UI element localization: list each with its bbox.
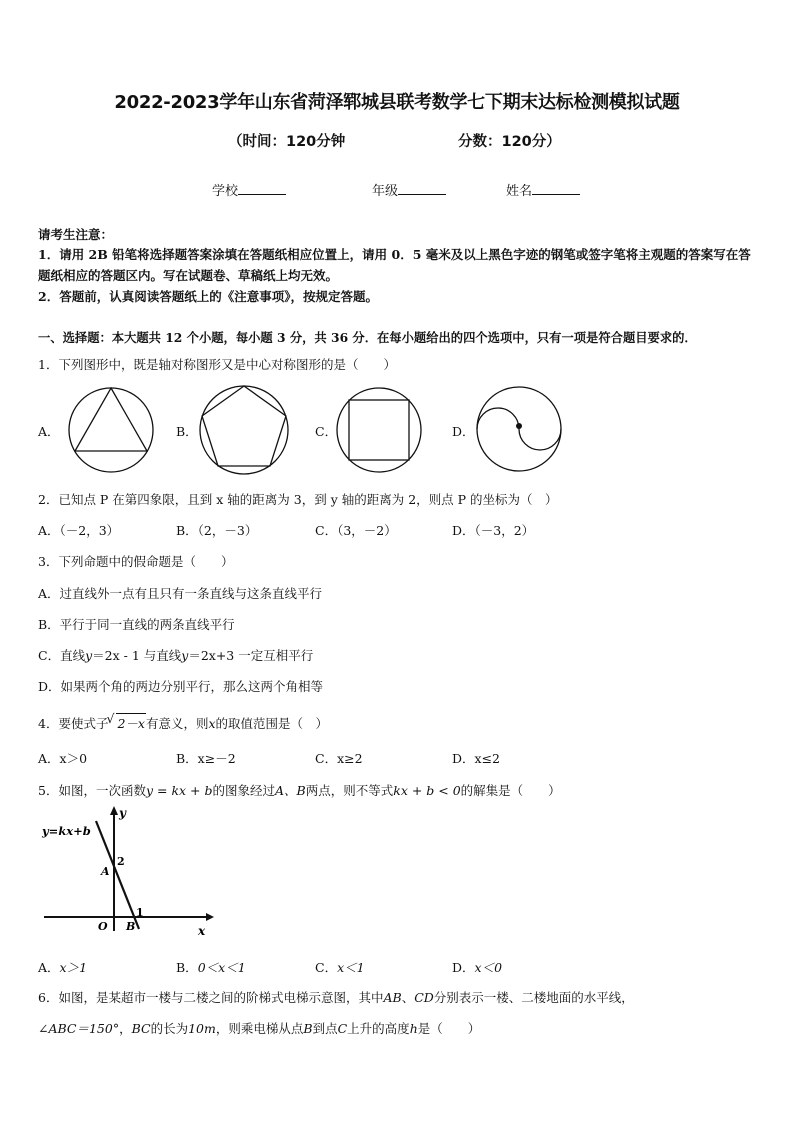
q2-option-b: B．（2，－3） xyxy=(176,523,258,538)
q1-stem: 1．下列图形中，既是轴对称图形又是中心对称图形的是（ ） xyxy=(38,357,396,372)
q3-option-a: A．过直线外一点有且只有一条直线与这条直线平行 xyxy=(38,586,323,601)
y-intercept-label: 2 xyxy=(117,855,125,868)
q6-ab: AB xyxy=(383,990,402,1005)
q5-stem-c: 两点，则不等式 xyxy=(305,783,394,798)
q5-option-a xyxy=(38,958,87,976)
q3-option-d: D．如果两个角的两边分别平行，那么这两个角相等 xyxy=(38,679,324,694)
point-a-label: A xyxy=(101,865,110,878)
q5-stem-a: 5．如图，一次函数 xyxy=(38,783,146,798)
q3-stem: 3．下列命题中的假命题是（ ） xyxy=(38,554,234,569)
exam-score: 分数：120分） xyxy=(458,134,561,150)
point-b-label: B xyxy=(126,920,136,933)
q5-option-a-label: A． xyxy=(38,960,60,975)
q6-text-3: ， xyxy=(119,1021,132,1036)
q1-label-d: D． xyxy=(452,424,475,439)
grade-field xyxy=(372,180,446,199)
q6-len: 10m xyxy=(188,1021,216,1036)
q4-stem-c: 的取值范围是（ ） xyxy=(215,716,329,731)
q1-label-c: C． xyxy=(315,424,338,439)
q6-line-1 xyxy=(38,988,634,1006)
q6-text-6: 到点 xyxy=(312,1021,338,1036)
q5-func: y = kx + b xyxy=(145,783,213,798)
q1-figure-b xyxy=(197,383,291,477)
q5-option-d xyxy=(452,958,502,976)
q1-figure-c xyxy=(334,385,424,475)
origin-label: O xyxy=(98,920,108,933)
q4-option-c: C．x≥2 xyxy=(315,751,363,766)
q5-option-d-label: D． xyxy=(452,960,475,975)
notice-heading: 请考生注意： xyxy=(38,227,114,242)
q5-option-b-math: 0＜x＜1 xyxy=(197,960,246,975)
q5-option-b-label: B． xyxy=(176,960,198,975)
q5-option-c xyxy=(315,958,365,976)
q6-cd: CD xyxy=(414,990,434,1005)
q6-bc: BC xyxy=(131,1021,151,1036)
q6-text-7: 上升的高度 xyxy=(347,1021,410,1036)
q5-pts: A、B xyxy=(275,783,306,798)
grade-blank xyxy=(398,182,446,195)
x-intercept-label: 1 xyxy=(136,906,144,919)
q1-figure-a xyxy=(66,385,156,475)
q5-option-a-math: x＞1 xyxy=(59,960,88,975)
q2-option-a: A．（－2，3） xyxy=(38,523,120,538)
q4-radical: √ 2－x xyxy=(116,713,146,732)
section-heading: 一、选择题：本大题共 12 个小题，每小题 3 分，共 36 分．在每小题给出的四个选项中，只有一项是符合题目要求的． xyxy=(38,330,697,345)
q6-text-4: 的长为 xyxy=(150,1021,189,1036)
q5-stem-d: 的解集是（ ） xyxy=(460,783,561,798)
q3-option-c xyxy=(38,646,313,664)
school-blank xyxy=(238,182,286,195)
q4-stem xyxy=(38,713,328,732)
q1-label-a: A． xyxy=(38,424,60,439)
notice-item-2: 2．答题前，认真阅读答题纸上的《注意事项》，按规定答题。 xyxy=(38,289,378,304)
q6-text-1: 6．如图，是某超市一楼与二楼之间的阶梯式电梯示意图，其中 xyxy=(38,990,384,1005)
q6-angle: ∠ABC＝150° xyxy=(38,1021,120,1036)
q4-option-d: D．x≤2 xyxy=(452,751,500,766)
func-label: y=kx+b xyxy=(42,824,91,838)
q4-stem-b: 有意义，则 xyxy=(145,716,209,731)
q5-option-c-math: x＜1 xyxy=(337,960,365,975)
page-title: 2022-2023学年山东省菏泽郓城县联考数学七下期末达标检测模拟试题 xyxy=(114,92,680,113)
x-axis-label: x xyxy=(198,924,206,938)
q1-label-b: B． xyxy=(176,424,198,439)
q3-option-c-prefix: C．直线 xyxy=(38,648,86,663)
q6-text-5: ，则乘电梯从点 xyxy=(215,1021,304,1036)
q5-ineq: kx + b < 0 xyxy=(393,783,461,798)
y-axis-arrow xyxy=(110,806,118,815)
q5-graph xyxy=(38,803,218,938)
q2-option-d: D．（－3，2） xyxy=(452,523,535,538)
school-label: 学校 xyxy=(212,184,239,199)
name-field xyxy=(506,180,580,199)
q6-text-8: 是（ ） xyxy=(417,1021,481,1036)
q1-figure-d xyxy=(474,383,564,475)
q4-option-a: A．x＞0 xyxy=(38,751,88,766)
y-axis-label: y xyxy=(119,806,126,820)
q6-h: h xyxy=(409,1021,418,1036)
q6-text-2: 分别表示一楼、二楼地面的水平线， xyxy=(433,990,634,1005)
name-blank xyxy=(532,182,580,195)
q3-c-var-y2: y xyxy=(181,648,189,663)
q4-var: x xyxy=(208,716,216,731)
q5-option-c-label: C． xyxy=(315,960,338,975)
q2-option-c: C．（3，－2） xyxy=(315,523,397,538)
school-field xyxy=(212,180,286,199)
q3-c-eq2: ＝2x+3 一定互相平行 xyxy=(188,648,314,663)
grade-label: 年级 xyxy=(372,184,399,199)
q5-option-d-math: x＜0 xyxy=(474,960,503,975)
q3-option-b: B．平行于同一直线的两条直线平行 xyxy=(38,617,235,632)
name-label: 姓名 xyxy=(506,184,533,199)
q2-stem: 2．已知点 P 在第四象限，且到 x 轴的距离为 3，到 y 轴的距离为 2，则点 P 的坐标为（ ） xyxy=(38,492,558,507)
q3-c-eq1: ＝2x - 1 与直线 xyxy=(92,648,182,663)
q6-sep: 、 xyxy=(401,990,415,1005)
q4-stem-a: 4．要使式子 xyxy=(38,716,109,731)
q6-line-2 xyxy=(38,1019,480,1037)
q6-pb: B xyxy=(303,1021,313,1036)
q6-pc: C xyxy=(337,1021,348,1036)
q3-c-var-y1: y xyxy=(85,648,93,663)
x-axis-arrow xyxy=(206,913,214,921)
q5-option-b xyxy=(176,958,246,976)
q4-option-b: B．x≥－2 xyxy=(176,751,236,766)
exam-time: （时间：120分钟 xyxy=(228,134,346,150)
q5-stem-b: 的图象经过 xyxy=(212,783,276,798)
q5-stem xyxy=(38,781,561,799)
notice-item-1: 1．请用 2B 铅笔将选择题答案涂填在答题纸相应位置上，请用 0．5 毫米及以上黑色字迹的钢笔或签字笔将主观题的答案写在答题纸相应的答题区内。写在试题卷、草稿纸上均无效。 xyxy=(38,247,751,283)
